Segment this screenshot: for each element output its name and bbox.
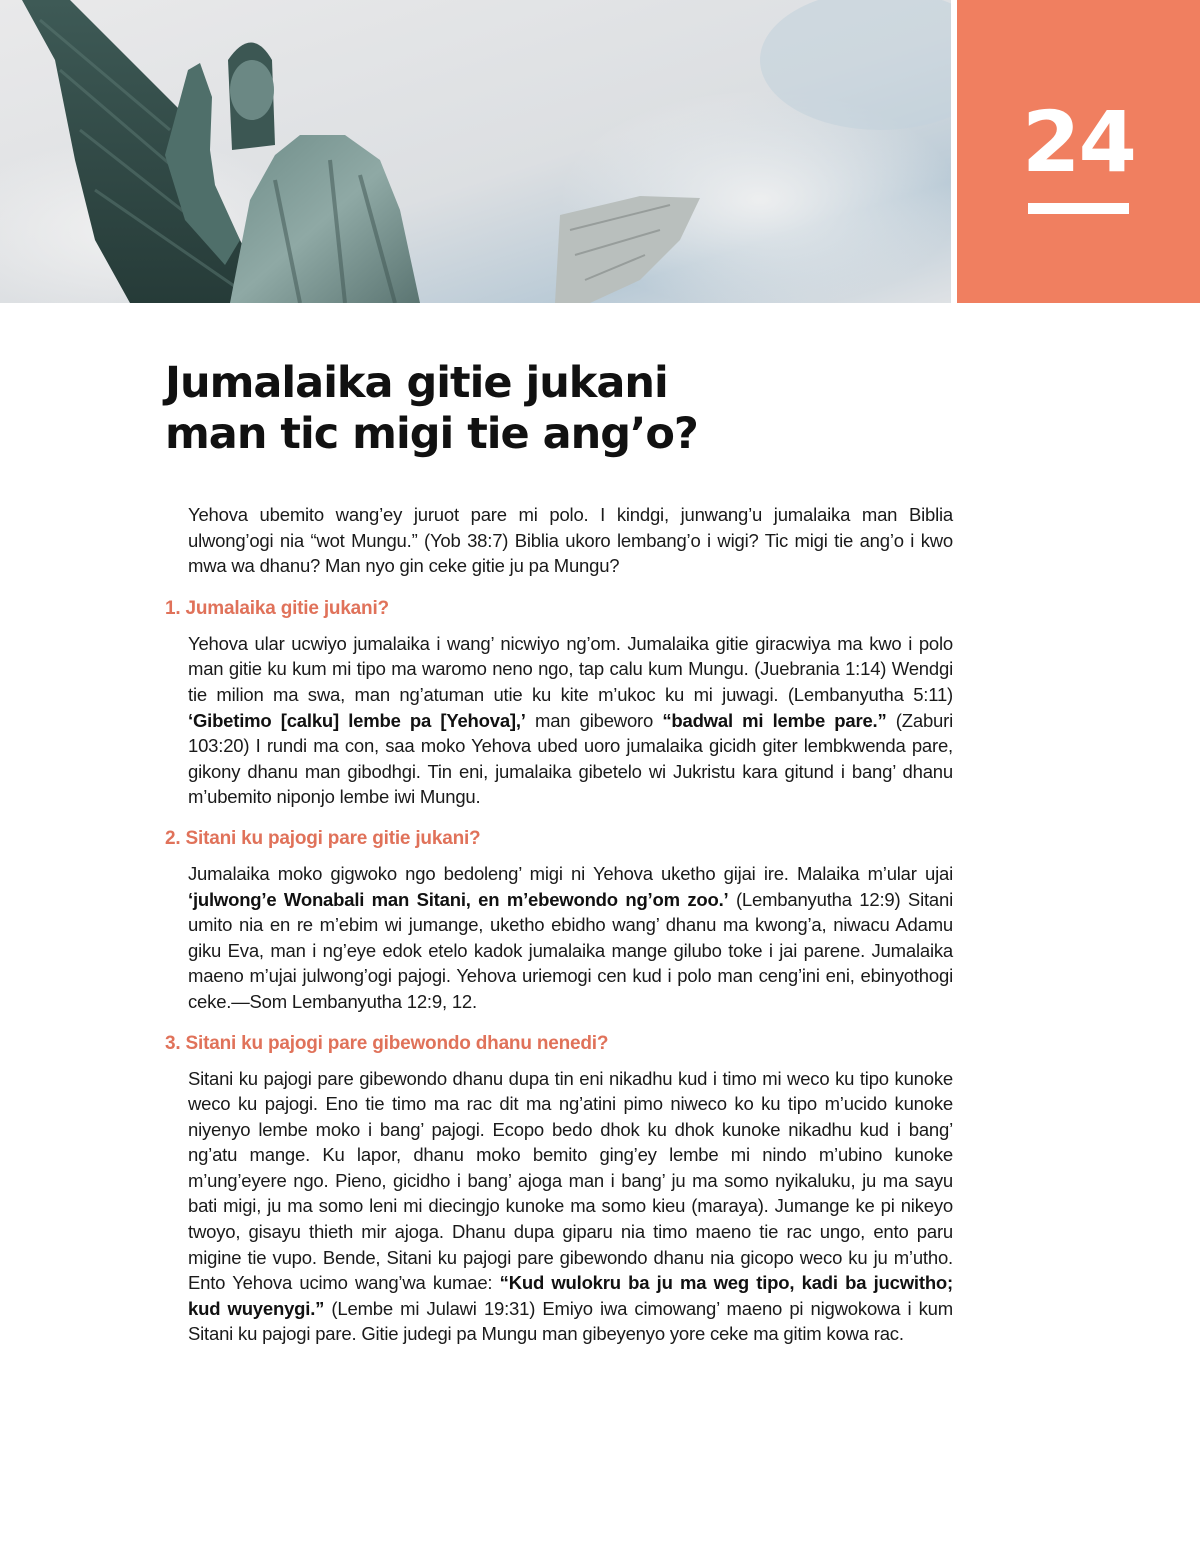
text-run: (Zaburi 103:20) I rundi ma con, saa moko Yehova ubed uoro jumalaika gicidh giter lembkwenda pare, gikony dhanu man gibodhgi. Tin eni, jumalaika gibetelo wi Jukristu kara gitund i bang’ dhanu m’ubemito niponjo lembe iwi Mungu. <box>188 709 954 808</box>
section-1 <box>165 597 953 810</box>
bold-quote: “badwal mi lembe pare.” <box>662 709 887 731</box>
lesson-number-underline <box>1028 203 1129 214</box>
section-heading: 1. Jumalaika gitie jukani? <box>165 597 389 619</box>
page-title-line-2: man tic migi tie ang’o? <box>165 409 698 459</box>
intro-paragraph: Yehova ubemito wang’ey juruot pare mi polo. I kindgi, junwang’u jumalaika man Biblia ulwong’ogi nia “wot Mungu.” (Yob 38:7) Biblia ukoro lembang’o i wigi? Tic migi tie ang’o i kwo mwa wa dhanu? Man nyo gin ceke gitie ju pa Mungu? <box>188 504 953 577</box>
page-title <box>165 358 865 460</box>
section-paragraph <box>188 631 953 810</box>
text-run: man gibeworo <box>525 709 663 731</box>
section-paragraph <box>188 1066 953 1348</box>
lesson-number: 24 <box>1022 93 1135 191</box>
bold-quote: “Kud wulokru ba ju ma weg tipo, kadi ba jucwitho; kud wuyenygi.” <box>188 1272 953 1319</box>
text-run: (Lembanyutha 12:9) Sitani umito nia en re m’ebim wi jumange, uketho ebidho wang’ dhanu ma kwong’a, niwacu Adamu giku Eva, man i ng’eye edok etelo kadok jumalaika mange gilubo toke i jai parene. Jumalaika maeno m’ujai julwong’ogi pajogi. Yehova uriemogi cen kud i polo man ceng’ini eni, ebinyothogi ceke.—Som Lembanyutha 12:9, 12. <box>188 888 954 1012</box>
section-2 <box>165 827 953 1015</box>
section-paragraph <box>188 861 953 1015</box>
angel-statue-illustration <box>0 0 951 303</box>
text-run: Yehova ular ucwiyo jumalaika i wang’ nicwiyo ng’om. Jumalaika gitie giracwiya ma kwo i polo man gitie ku kum mi tipo ma waromo neno ngo, tap calu kum Mungu. (Juebrania 1:14) Wendgi tie milion ma swa, man ng’atuman utie ku kite m’ukoc ku mi juwagi. (Lembanyutha 5:11) <box>188 632 953 705</box>
text-run: (Lembe mi Julawi 19:31) Emiyo iwa cimowang’ maeno pi nigwokowa i kum Sitani ku pajogi pare. Gitie judegi pa Mungu man gibeyenyo yore ceke ma gitim kowa rac. <box>188 1297 953 1345</box>
bold-quote: ‘Gibetimo [calku] lembe pa [Yehova],’ <box>188 709 526 731</box>
text-run: Jumalaika moko gigwoko ngo bedoleng’ migi ni Yehova uketho gijai ire. Malaika m’ular ujai <box>188 862 953 884</box>
hero-photo-angel-statue <box>0 0 951 303</box>
page-title-line-1: Jumalaika gitie jukani <box>165 358 668 408</box>
section-3 <box>165 1032 953 1348</box>
lesson-content <box>165 502 953 1364</box>
lesson-number-panel <box>957 0 1200 303</box>
text-run: Sitani ku pajogi pare gibewondo dhanu dupa tin eni nikadhu kud i timo mi weco ku tipo kunoke weco ku pajogi. Eno tie timo ma rac dit ma ng’atini pimo niweco ko ku tipo m’ucido kunoke niyenyo lembe moko i bang’ pajogi. Ecopo bedo dhok ku dhok kunoke nikadhu kud i bang’ ng’atu mange. Ku lapor, dhanu moko bemito ging’ey lembe mi nindo m’ubino kunoke m’ung’eyere ngo. Pieno, gicidho i bang’ ajoga man i bang’ ju ma somo nyikaluku, ju ma sayu bati migi, ju ma somo leni mi diecingjo kunoke ma somo kieu (maraya). Jumange ke pi nikeyo twoyo, gisayu thieth mir ajoga. Dhanu dupa giparu nia timo maeno tie rac ungo, ento paru migine tie vupo. Bende, Sitani ku pajogi pare gibewondo dhanu nia gicopo weco ku ju m’utho. Ento Yehova ucimo wang’wa kumae: <box>188 1067 953 1294</box>
section-heading: 3. Sitani ku pajogi pare gibewondo dhanu nenedi? <box>165 1032 609 1054</box>
bold-quote: ‘julwong’e Wonabali man Sitani, en m’ebewondo ng’om zoo.’ <box>188 888 729 910</box>
section-heading: 2. Sitani ku pajogi pare gitie jukani? <box>165 827 481 849</box>
